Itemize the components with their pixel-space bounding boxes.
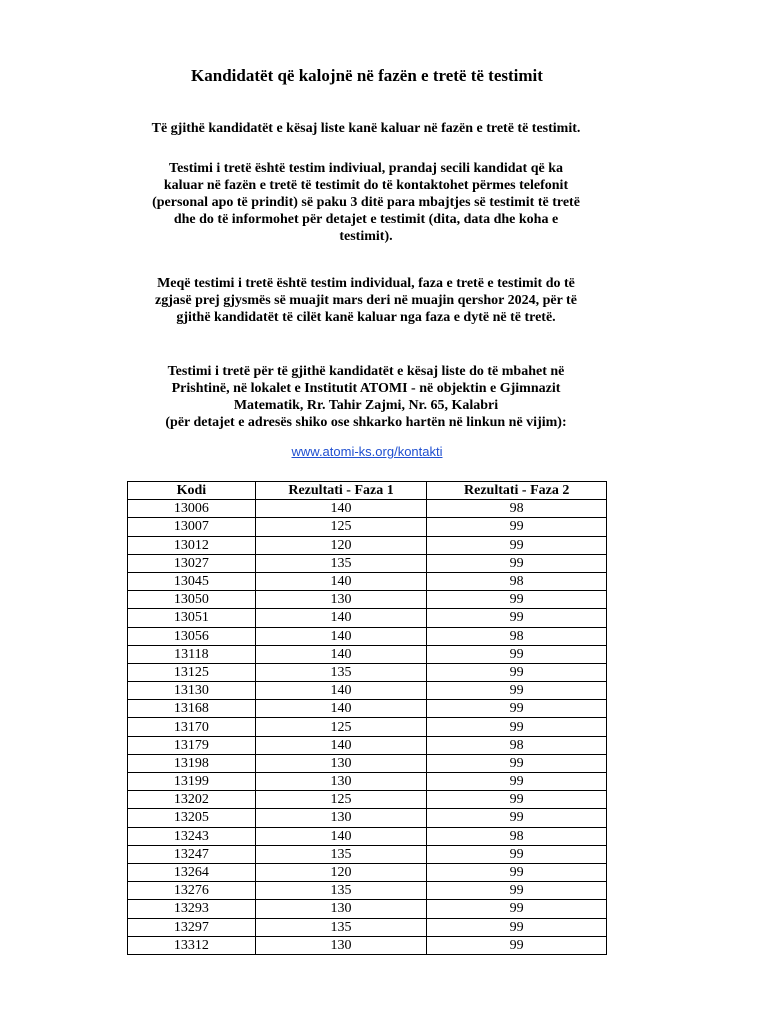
paragraph-line: Meqë testimi i tretë është testim individual, faza e tretë e testimit do të (157, 276, 575, 291)
cell-kodi: 13170 (128, 718, 256, 736)
table-row (128, 682, 607, 700)
table-row (128, 863, 607, 881)
table-row (128, 918, 607, 936)
cell-kodi: 13199 (128, 773, 256, 791)
results-table-body (128, 500, 607, 955)
cell-kodi: 13293 (128, 900, 256, 918)
cell-faza-1: 140 (255, 500, 427, 518)
cell-kodi: 13168 (128, 700, 256, 718)
cell-faza-1: 130 (255, 773, 427, 791)
cell-kodi: 13050 (128, 591, 256, 609)
column-header-faza-2: Rezultati - Faza 2 (427, 482, 607, 500)
cell-faza-2: 99 (427, 863, 607, 881)
cell-faza-1: 130 (255, 936, 427, 954)
cell-faza-2: 98 (427, 627, 607, 645)
cell-faza-2: 99 (427, 591, 607, 609)
page-title: Kandidatët që kalojnë në fazën e tretë të testimit (191, 66, 543, 85)
cell-kodi: 13264 (128, 863, 256, 881)
cell-kodi: 13007 (128, 518, 256, 536)
column-header-kodi: Kodi (128, 482, 256, 500)
cell-faza-2: 99 (427, 554, 607, 572)
table-row (128, 773, 607, 791)
cell-kodi: 13247 (128, 845, 256, 863)
cell-faza-1: 140 (255, 609, 427, 627)
cell-faza-2: 98 (427, 500, 607, 518)
cell-faza-1: 140 (255, 627, 427, 645)
paragraph-line: (për detajet e adresës shiko ose shkarko hartën në linkun në vijim): (165, 415, 567, 430)
cell-kodi: 13027 (128, 554, 256, 572)
table-row (128, 554, 607, 572)
cell-faza-2: 98 (427, 572, 607, 590)
column-header-faza-1: Rezultati - Faza 1 (255, 482, 427, 500)
paragraph-line: testimit). (339, 229, 393, 244)
contact-link[interactable]: www.atomi-ks.org/kontakti (291, 444, 443, 459)
table-row (128, 736, 607, 754)
table-row (128, 500, 607, 518)
paragraph-location (110, 363, 622, 431)
paragraph-line: kaluar në fazën e tretë të testimit do të kontaktohet përmes telefonit (163, 178, 569, 193)
cell-faza-2: 99 (427, 609, 607, 627)
cell-faza-1: 135 (255, 554, 427, 572)
cell-faza-1: 130 (255, 900, 427, 918)
cell-faza-1: 140 (255, 682, 427, 700)
cell-faza-1: 140 (255, 572, 427, 590)
cell-faza-2: 99 (427, 754, 607, 772)
cell-faza-1: 140 (255, 736, 427, 754)
cell-faza-1: 125 (255, 791, 427, 809)
cell-kodi: 13179 (128, 736, 256, 754)
paragraph-line: zgjasë prej gjysmës së muajit mars deri në muajin qershor 2024, për të (155, 293, 577, 308)
table-row (128, 936, 607, 954)
table-row (128, 809, 607, 827)
cell-faza-1: 120 (255, 863, 427, 881)
cell-faza-2: 99 (427, 936, 607, 954)
cell-faza-1: 130 (255, 591, 427, 609)
cell-faza-2: 99 (427, 845, 607, 863)
cell-faza-2: 99 (427, 900, 607, 918)
cell-kodi: 13205 (128, 809, 256, 827)
table-row (128, 827, 607, 845)
paragraph-line: Testimi i tretë është testim indiviual, prandaj secili kandidat që ka (169, 161, 563, 176)
cell-kodi: 13125 (128, 663, 256, 681)
cell-faza-2: 99 (427, 682, 607, 700)
table-row (128, 754, 607, 772)
cell-faza-2: 98 (427, 827, 607, 845)
cell-faza-2: 99 (427, 773, 607, 791)
paragraph-line: Matematik, Rr. Tahir Zajmi, Nr. 65, Kalabri (233, 398, 499, 413)
table-row (128, 536, 607, 554)
table-row (128, 882, 607, 900)
table-row (128, 845, 607, 863)
paragraph-line: Testimi i tretë për të gjithë kandidatët e kësaj liste do të mbahet në (167, 364, 565, 379)
table-row (128, 900, 607, 918)
cell-kodi: 13297 (128, 918, 256, 936)
cell-faza-2: 99 (427, 645, 607, 663)
cell-faza-1: 140 (255, 827, 427, 845)
cell-kodi: 13045 (128, 572, 256, 590)
table-header-row (128, 482, 607, 500)
cell-faza-2: 99 (427, 518, 607, 536)
cell-faza-1: 130 (255, 809, 427, 827)
cell-faza-2: 99 (427, 700, 607, 718)
cell-faza-1: 125 (255, 718, 427, 736)
cell-faza-2: 99 (427, 718, 607, 736)
cell-faza-2: 99 (427, 918, 607, 936)
paragraph-line: dhe do të informohet për detajet e testimit (dita, data dhe koha e (173, 212, 559, 227)
cell-faza-2: 98 (427, 736, 607, 754)
table-row (128, 791, 607, 809)
table-row (128, 572, 607, 590)
cell-faza-1: 135 (255, 918, 427, 936)
table-row (128, 518, 607, 536)
table-row (128, 645, 607, 663)
cell-faza-1: 140 (255, 700, 427, 718)
cell-kodi: 13276 (128, 882, 256, 900)
cell-faza-2: 99 (427, 536, 607, 554)
cell-kodi: 13198 (128, 754, 256, 772)
cell-kodi: 13051 (128, 609, 256, 627)
paragraph-line: Prishtinë, në lokalet e Institutit ATOMI - në objektin e Gjimnazit (171, 381, 561, 396)
cell-faza-1: 120 (255, 536, 427, 554)
cell-faza-1: 125 (255, 518, 427, 536)
paragraph-contact-info (110, 160, 622, 245)
cell-faza-1: 140 (255, 645, 427, 663)
table-row (128, 609, 607, 627)
cell-faza-2: 99 (427, 791, 607, 809)
cell-kodi: 13118 (128, 645, 256, 663)
table-row (128, 663, 607, 681)
cell-faza-1: 135 (255, 882, 427, 900)
paragraph-intro: Të gjithë kandidatët e kësaj liste kanë kaluar në fazën e tretë të testimit. (151, 121, 581, 136)
cell-kodi: 13202 (128, 791, 256, 809)
paragraph-schedule (110, 275, 622, 326)
table-row (128, 700, 607, 718)
cell-kodi: 13312 (128, 936, 256, 954)
table-row (128, 718, 607, 736)
cell-faza-1: 130 (255, 754, 427, 772)
cell-kodi: 13012 (128, 536, 256, 554)
cell-kodi: 13130 (128, 682, 256, 700)
cell-faza-2: 99 (427, 882, 607, 900)
cell-faza-1: 135 (255, 663, 427, 681)
results-table (127, 481, 607, 955)
table-row (128, 591, 607, 609)
cell-kodi: 13056 (128, 627, 256, 645)
cell-faza-1: 135 (255, 845, 427, 863)
cell-kodi: 13243 (128, 827, 256, 845)
cell-kodi: 13006 (128, 500, 256, 518)
paragraph-line: gjithë kandidatët të cilët kanë kaluar nga faza e dytë në të tretë. (176, 310, 556, 325)
paragraph-line: (personal apo të prindit) së paku 3 ditë para mbajtjes së testimit të tretë (152, 195, 580, 210)
cell-faza-2: 99 (427, 809, 607, 827)
cell-faza-2: 99 (427, 663, 607, 681)
table-row (128, 627, 607, 645)
